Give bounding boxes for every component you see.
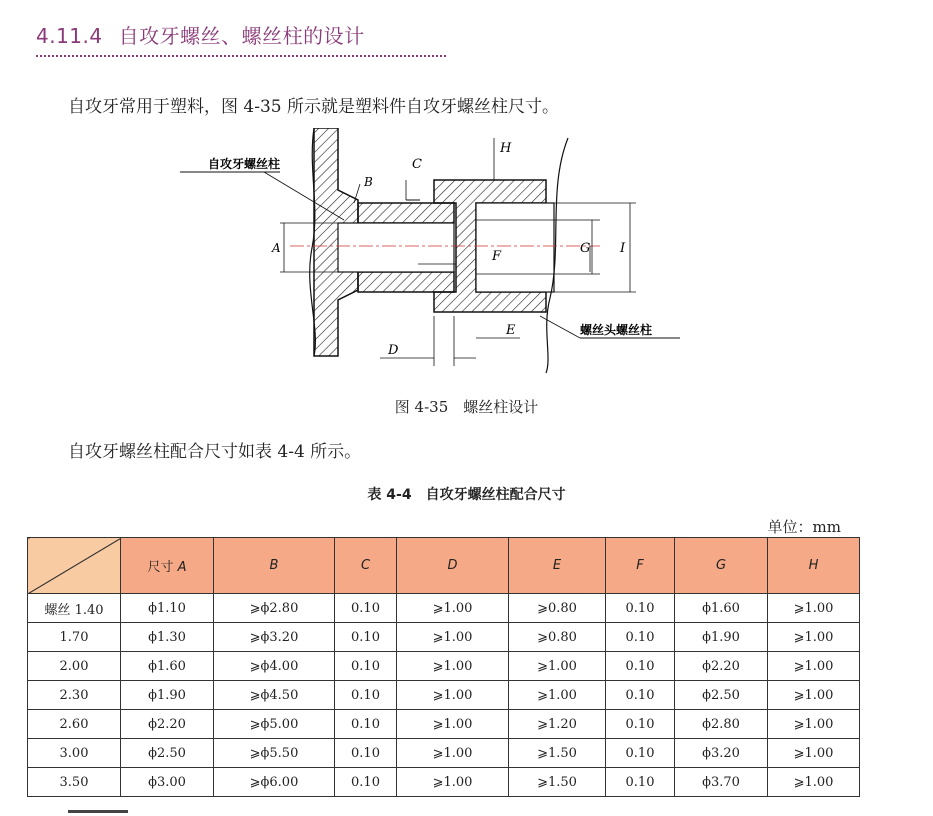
boss-hole	[338, 223, 454, 272]
header-c: C	[335, 538, 397, 594]
table-cell: ϕ2.20	[675, 652, 768, 681]
head-boss-hole	[476, 203, 554, 292]
table-cell: ⩾1.00	[397, 594, 509, 623]
table-unit: 单位：mm	[767, 518, 841, 536]
screw-boss-diagram	[180, 128, 700, 378]
table-cell: 0.10	[335, 739, 397, 768]
section-title: 自攻牙螺丝、螺丝柱的设计	[118, 24, 365, 48]
table-cell: ⩾1.50	[509, 739, 606, 768]
table-cell: 0.10	[606, 710, 675, 739]
label-G: G	[580, 241, 591, 256]
table-cell: ⩾1.00	[768, 652, 860, 681]
table-row	[28, 710, 860, 739]
table-cell: 0.10	[606, 652, 675, 681]
table-cell: ⩾1.20	[509, 710, 606, 739]
table-cell: ⩾1.50	[509, 768, 606, 797]
table-cell: 0.10	[606, 623, 675, 652]
table-cell: ⩾1.00	[397, 681, 509, 710]
table-cell: ϕ2.20	[121, 710, 214, 739]
table-row	[28, 768, 860, 797]
table-row	[28, 681, 860, 710]
table-cell: 0.10	[335, 710, 397, 739]
table-row	[28, 594, 860, 623]
screw-boss-figure	[180, 128, 700, 378]
table-title: 表 4-4 自攻牙螺丝柱配合尺寸	[367, 487, 566, 503]
table-cell: ⩾ϕ6.00	[214, 768, 335, 797]
table-cell: ⩾1.00	[768, 768, 860, 797]
header-e: E	[509, 538, 606, 594]
label-head-boss: 螺丝头螺丝柱	[580, 323, 653, 337]
table-cell: ϕ1.90	[675, 623, 768, 652]
table-cell: ϕ1.90	[121, 681, 214, 710]
table-cell: ϕ2.50	[675, 681, 768, 710]
table-cell: ϕ3.20	[675, 739, 768, 768]
table-cell: ϕ3.00	[121, 768, 214, 797]
table-cell: ⩾ϕ3.20	[214, 623, 335, 652]
boss-lower-wall	[358, 272, 454, 292]
header-g: G	[675, 538, 768, 594]
header-b: B	[214, 538, 335, 594]
label-A: A	[272, 241, 281, 255]
row-label: 1.70	[28, 623, 121, 652]
table-cell: ⩾1.00	[768, 739, 860, 768]
row-label: 3.50	[28, 768, 121, 797]
row-label: 2.00	[28, 652, 121, 681]
table-cell: ⩾ϕ5.00	[214, 710, 335, 739]
header-d: D	[397, 538, 509, 594]
table-row	[28, 652, 860, 681]
header-size-a: 尺寸 A	[121, 538, 214, 594]
table-cell: 0.10	[335, 768, 397, 797]
table-cell: 0.10	[606, 681, 675, 710]
table-cell: 0.10	[335, 681, 397, 710]
table-cell: ⩾1.00	[768, 623, 860, 652]
row-label: 螺丝 1.40	[28, 594, 121, 623]
table-cell: ⩾ϕ4.00	[214, 652, 335, 681]
table-cell: 0.10	[606, 739, 675, 768]
truncated-next-line	[68, 806, 168, 816]
header-f: F	[606, 538, 675, 594]
section-heading	[36, 20, 446, 57]
table-cell: ⩾1.00	[509, 681, 606, 710]
figure-caption: 图 4-35 螺丝柱设计	[394, 398, 539, 416]
label-E: E	[506, 323, 516, 338]
table-cell: ⩾1.00	[768, 681, 860, 710]
table-cell: ⩾ϕ5.50	[214, 739, 335, 768]
table-cell: 0.10	[335, 623, 397, 652]
label-D: D	[388, 343, 399, 358]
header-corner-cell	[28, 538, 121, 594]
table-cell: ⩾ϕ4.50	[214, 681, 335, 710]
table-cell: 0.10	[335, 652, 397, 681]
table-cell: ⩾ϕ2.80	[214, 594, 335, 623]
table-cell: ⩾1.00	[397, 623, 509, 652]
table-cell: 0.10	[606, 594, 675, 623]
table-cell: ϕ2.50	[121, 739, 214, 768]
header-h: H	[768, 538, 860, 594]
row-label: 3.00	[28, 739, 121, 768]
table-cell: ⩾0.80	[509, 594, 606, 623]
table-cell: ϕ1.10	[121, 594, 214, 623]
table-cell: ϕ2.80	[675, 710, 768, 739]
label-boss: 自攻牙螺丝柱	[208, 157, 281, 171]
table-row	[28, 623, 860, 652]
table-intro-paragraph: 自攻牙螺丝柱配合尺寸如表 4-4 所示。	[68, 442, 362, 462]
label-F: F	[492, 249, 502, 264]
label-B: B	[364, 175, 373, 189]
table-cell: ⩾1.00	[397, 652, 509, 681]
table-cell: ⩾1.00	[397, 768, 509, 797]
table-cell: ϕ3.70	[675, 768, 768, 797]
boss-upper-wall	[358, 203, 454, 223]
table-cell: ⩾1.00	[768, 710, 860, 739]
table-cell: ⩾1.00	[509, 652, 606, 681]
table-cell: ϕ1.60	[675, 594, 768, 623]
table-cell: ⩾1.00	[397, 710, 509, 739]
screw-boss-dimension-table	[27, 537, 860, 797]
table-row	[28, 739, 860, 768]
table-cell: 0.10	[606, 768, 675, 797]
section-number: 4.11.4	[36, 24, 103, 48]
row-label: 2.60	[28, 710, 121, 739]
label-I: I	[620, 241, 626, 256]
table-cell: ⩾1.00	[768, 594, 860, 623]
table-cell: ⩾0.80	[509, 623, 606, 652]
label-H: H	[500, 141, 512, 156]
table-header-row	[28, 538, 860, 594]
table-cell: ϕ1.30	[121, 623, 214, 652]
intro-paragraph: 自攻牙常用于塑料，图 4-35 所示就是塑料件自攻牙螺丝柱尺寸。	[68, 97, 559, 117]
table-cell: ⩾1.00	[397, 739, 509, 768]
table-cell: 0.10	[335, 594, 397, 623]
label-C: C	[412, 157, 422, 172]
table-cell: ϕ1.60	[121, 652, 214, 681]
row-label: 2.30	[28, 681, 121, 710]
